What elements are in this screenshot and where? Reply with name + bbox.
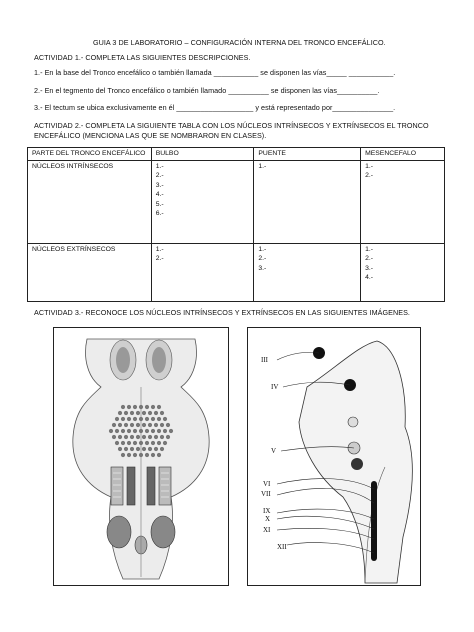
table-header: PARTE DEL TRONCO ENCEFÁLICO [28, 148, 152, 161]
nucleus-dot [160, 435, 164, 439]
nucleus-dot [130, 447, 134, 451]
nucleus-dot [130, 411, 134, 415]
answer-line: 2.- [155, 255, 164, 262]
answer-line: 3.- [155, 181, 164, 189]
nucleus-dot [133, 405, 137, 409]
nucleus-dot [169, 429, 173, 433]
answer-line: 2.- [258, 255, 267, 262]
nucleus-dot [148, 423, 152, 427]
nucleus-dot [157, 441, 161, 445]
nerve-label: VI [263, 480, 271, 488]
nucleus-dot [130, 423, 134, 427]
nucleus-dot [163, 441, 167, 445]
nucleus-dot [142, 411, 146, 415]
nucleus-dot [136, 423, 140, 427]
nuclei-table [27, 147, 445, 302]
nucleus-dot [154, 411, 158, 415]
nucleus-dot [145, 405, 149, 409]
nucleus-dot [148, 411, 152, 415]
nucleus-dot [121, 417, 125, 421]
nucleus-dot [148, 447, 152, 451]
row-label: NÚCLEOS EXTRÍNSECOS [28, 243, 152, 301]
answer-line: 2.- [155, 172, 164, 179]
activity1-item-1: 1.- En la base del Tronco encefálico o también llamada ___________ se disponen las vías_____ ___________. [34, 68, 396, 77]
nucleus-dot [145, 429, 149, 433]
nucleus-dot [127, 453, 131, 457]
answer-line: 1.- [365, 245, 374, 253]
answer-line: 2.- [365, 255, 374, 262]
table-header-row [28, 148, 445, 161]
nucleus-dot [124, 435, 128, 439]
nucleus-dot [145, 417, 149, 421]
nucleus-dot [136, 435, 140, 439]
nucleus-dot [127, 417, 131, 421]
answer-cell[interactable] [254, 243, 361, 301]
nucleus-dot [142, 423, 146, 427]
nucleus-dot [151, 429, 155, 433]
answer-line: 1.- [155, 245, 164, 253]
answer-cell[interactable] [151, 160, 254, 243]
nucleus-dot [121, 429, 125, 433]
activity3-heading: ACTIVIDAD 3.- RECONOCE LOS NÚCLEOS INTRÍNSECOS Y EXTRÍNSECOS EN LAS SIGUIENTES IMÁGENES. [34, 308, 410, 317]
nucleus-dot [127, 441, 131, 445]
nucleus-dot [166, 423, 170, 427]
nucleus-dot [151, 405, 155, 409]
nucleus-dot [124, 423, 128, 427]
nucleus-dot [118, 423, 122, 427]
nucleus-dot [118, 411, 122, 415]
activity1-heading: ACTIVIDAD 1.- COMPLETA LAS SIGUIENTES DESCRIPCIONES. [34, 53, 251, 62]
nucleus-dot [157, 453, 161, 457]
nerve-label: V [271, 447, 277, 455]
nucleus-dot [142, 435, 146, 439]
nucleus-dot [118, 435, 122, 439]
nucleus-dot [121, 441, 125, 445]
answer-cell[interactable] [361, 160, 445, 243]
answer-line: 2.- [365, 172, 374, 179]
nucleus-dot [148, 435, 152, 439]
activity2-heading-line2: ENCEFÁLICO (MENCIONA LAS QUE SE NOMBRARON EN CLASES). [34, 131, 267, 140]
answer-line: 3.- [258, 264, 267, 272]
nucleus-dot [133, 417, 137, 421]
table-row [28, 160, 445, 243]
nucleus-dot [142, 447, 146, 451]
nucleus-dot [124, 447, 128, 451]
table-header: BULBO [151, 148, 254, 161]
nucleus-dot [115, 417, 119, 421]
nerve-label: IX [263, 507, 271, 515]
nucleus-dot [133, 441, 137, 445]
nucleus-dot [151, 441, 155, 445]
activity1-item-2: 2.- En el tegmento del Tronco encefálico o también llamado __________ se disponen las vías__________. [34, 86, 380, 95]
activity1-item-3: 3.- El tectum se ubica exclusivamente en él ___________________ y está representado por_______________. [34, 103, 396, 112]
nucleus-dot [136, 411, 140, 415]
nucleus-dot [130, 435, 134, 439]
cranial-nerve-nuclei-illustration [247, 327, 421, 586]
nucleus-dot [154, 435, 158, 439]
nucleus-dot [133, 429, 137, 433]
table-header: MESENCEFALO [361, 148, 445, 161]
answer-line: 1.- [258, 245, 267, 253]
answer-line: 1.- [258, 162, 267, 170]
nerve-label: IV [271, 383, 279, 391]
nucleus-dot [163, 429, 167, 433]
answer-line: 4.- [155, 191, 164, 198]
nucleus-dot [163, 417, 167, 421]
activity2-heading-line1: ACTIVIDAD 2.- COMPLETA LA SIGUIENTE TABLA CON LOS NÚCLEOS INTRÍNSECOS Y EXTRÍNSECOS EL TRONCO [34, 121, 429, 130]
nucleus-dot [115, 441, 119, 445]
table-header: PUENTE [254, 148, 361, 161]
nucleus-dot [166, 435, 170, 439]
nucleus-dot [109, 429, 113, 433]
answer-cell[interactable] [151, 243, 254, 301]
nerve-label: VII [261, 490, 271, 498]
nucleus-dot [157, 429, 161, 433]
nerve-label: X [265, 515, 271, 523]
nucleus-dot [121, 453, 125, 457]
nerve-label: III [261, 356, 268, 364]
nucleus-dot [133, 453, 137, 457]
answer-line: 1.- [365, 162, 374, 170]
nucleus-dot [157, 417, 161, 421]
nucleus-dot [121, 405, 125, 409]
answer-cell[interactable] [254, 160, 361, 243]
answer-line: 4.- [365, 274, 374, 281]
nucleus-dot [151, 453, 155, 457]
answer-cell[interactable] [361, 243, 445, 301]
nucleus-dot [160, 447, 164, 451]
nucleus-dot [124, 411, 128, 415]
row-label: NÚCLEOS INTRÍNSECOS [28, 160, 152, 243]
answer-line: 3.- [365, 264, 374, 272]
nucleus-dot [112, 423, 116, 427]
nucleus-dot [145, 453, 149, 457]
nucleus-dot [127, 405, 131, 409]
nucleus-dot [136, 447, 140, 451]
nucleus-dot [154, 447, 158, 451]
answer-line: 1.- [155, 162, 164, 170]
nerve-label: XI [263, 526, 271, 534]
nucleus-dot [154, 423, 158, 427]
nucleus-dot [145, 441, 149, 445]
brainstem-illustration [53, 327, 229, 586]
table-row [28, 243, 445, 301]
nucleus-dot [118, 447, 122, 451]
page-title: GUIA 3 DE LABORATORIO – CONFIGURACIÓN INTERNA DEL TRONCO ENCEFÁLICO. [93, 38, 386, 47]
nucleus-dot [157, 405, 161, 409]
nucleus-dot [115, 429, 119, 433]
nerve-label: XII [277, 543, 287, 551]
nucleus-dot [112, 435, 116, 439]
answer-line: 6.- [155, 210, 164, 217]
nucleus-dot [127, 429, 131, 433]
nucleus-dot [151, 417, 155, 421]
nucleus-dot [160, 411, 164, 415]
nucleus-dot [160, 423, 164, 427]
answer-line: 5.- [155, 200, 164, 208]
